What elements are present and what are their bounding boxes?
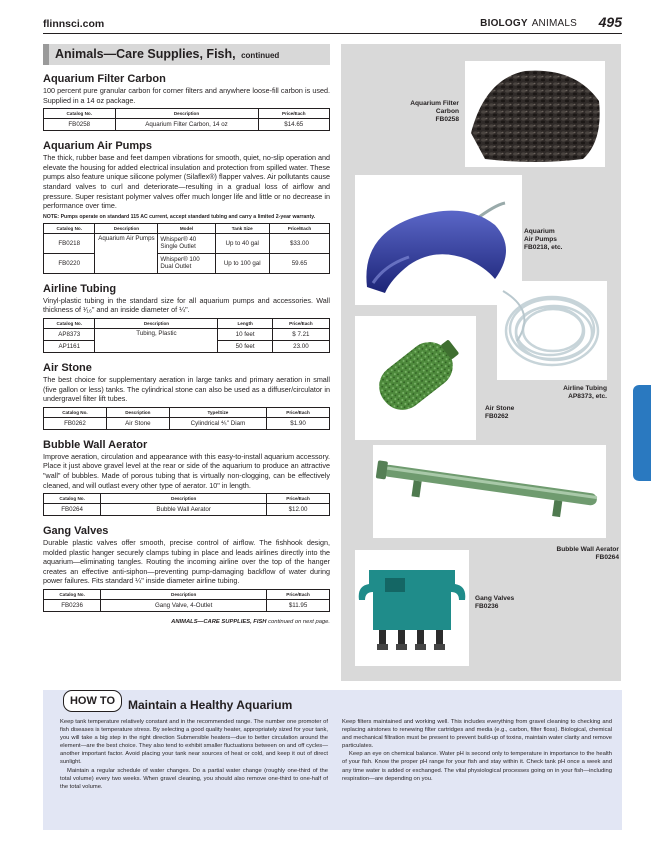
- section-title: Animals—Care Supplies, Fish, continued: [43, 44, 330, 65]
- valves-caption: Gang Valves FB0236: [475, 595, 515, 610]
- air-stone-icon: [355, 316, 476, 440]
- tubing-title: Airline Tubing: [43, 282, 117, 295]
- tubing-caption: Airline Tubing AP8373, etc.: [563, 385, 607, 400]
- breadcrumb-subcategory: ANIMALS: [531, 18, 577, 29]
- continued-note: ANIMALS—CARE SUPPLIES, FISH continued on next page.: [171, 619, 330, 626]
- table-row: AP8373 Tubing, Plastic 10 feet $ 7.21: [44, 328, 330, 340]
- aerator-table: Catalog No. Description Price/Each FB0264 Bubble Wall Aerator $12.00: [43, 493, 330, 516]
- aerator-image: [373, 445, 606, 538]
- table-row: FB0220 Whisper® 100 Dual Outlet Up to 100 gal 59.65: [44, 253, 330, 273]
- table-row: FB0258 Aquarium Filter Carbon, 14 oz $14.65: [44, 119, 330, 131]
- tubing-table: Catalog No. Description Length Price/Each AP8373 Tubing, Plastic 10 feet $ 7.21 AP1161 50 feet 23.00: [43, 318, 330, 353]
- page-number: 495: [598, 14, 622, 30]
- howto-column-1: Keep tank temperature relatively constant and in the recommended range. The number one promoter of fish diseases is temperature stress. By selecting a good quality heater, appropriately sized for your tank, you will take a big step in the right direction Submersible heaters—due to better circulation around the element—are the best choice. They also tend to exhibit smaller fluctuations between on and off cycles—another important factor. Avoid placing your tank near sources of heat or cold, and keep it out of direct sunlight. Maintain a regular schedule of water changes. Do a partial water change (roughly one-third of the total volume) every two weeks. When gravel cleaning, you should also remove one-third to one-half of the total volume.: [60, 719, 328, 790]
- section-continued: continued: [241, 51, 280, 60]
- gang-valve-icon: [355, 550, 469, 666]
- pumps-table: Catalog No. Description Model Tank Size Price/Each FB0218 Aquarium Air Pumps Whisper® 40 Single Outlet Up to 40 gal $33.00 FB0220 Whisper® 100 Dual Outlet Up to 100 gal 59.65: [43, 223, 330, 274]
- photo-panel: [341, 44, 621, 681]
- breadcrumb-category: BIOLOGY: [480, 18, 528, 29]
- valves-description: Durable plastic valves offer smooth, precise control of airflow. The fishhook design, molded plastic hanger securely clamps tubing in place and leads airlines directly into the aquarium—eliminating tangles. Routing the incoming airline over the top of the hanger creates an effective anti-siphon—preventing pump-damaging backflow of water during power failures. Fits standard ¼" inside diameter airline tubing.: [43, 538, 330, 586]
- aerator-caption: Bubble Wall Aerator FB0264: [556, 546, 619, 561]
- stone-caption: Air Stone FB0262: [485, 405, 515, 420]
- table-row: FB0236 Gang Valve, 4-Outlet $11.95: [44, 600, 330, 612]
- table-row: FB0262 Air Stone Cylindrical ⅘" Diam $1.90: [44, 417, 330, 429]
- table-row: AP1161 50 feet 23.00: [44, 340, 330, 352]
- howto-label: HOW TO: [63, 690, 122, 712]
- valves-image: [355, 550, 469, 666]
- carbon-title: Aquarium Filter Carbon: [43, 73, 166, 85]
- breadcrumb: [480, 18, 577, 29]
- bubble-wall-aerator-icon: [373, 445, 606, 538]
- valves-title: Gang Valves: [43, 525, 109, 538]
- aerator-description: Improve aeration, circulation and appearance with this easy-to-install aquarium accessory. Place it just above gravel level at the rear or side of the aquarium to produce an attractive "wall" of bubbles. Made of porous tubing that is virtually non-clogging, can be effectively cleaned, and will outlast every other type of aerator. 10" in length.: [43, 451, 330, 490]
- product-column: [43, 44, 330, 625]
- pumps-caption: Aquarium Air Pumps FB0218, etc.: [524, 228, 563, 251]
- header-rule: [43, 33, 622, 34]
- carbon-caption: Aquarium Filter Carbon FB0258: [410, 100, 459, 123]
- stone-table: Catalog No. Description Type/Size Price/Each FB0262 Air Stone Cylindrical ⅘" Diam $1.90: [43, 407, 330, 430]
- tubing-image: [497, 281, 607, 380]
- tubing-coil-icon: [497, 281, 607, 380]
- carbon-description: 100 percent pure granular carbon for corner filters and anywhere loose-fill carbon is used. Supplied in a 14 oz package.: [43, 86, 330, 105]
- carbon-image: [465, 61, 605, 167]
- aerator-title: Bubble Wall Aerator: [43, 438, 148, 451]
- carbon-table: Catalog No. Description Price/Each FB0258 Aquarium Filter Carbon, 14 oz $14.65: [43, 108, 330, 131]
- carbon-granules-icon: [465, 61, 605, 167]
- pumps-description: The thick, rubber base and feet dampen vibrations for smooth, quiet, no-slip operation and elevate the housing for added electrical insulation and protection from spilled water. These pumps also feature unique silicone polymer (Silaflex®) flapper valves. Air pollutants cause standard valves to curl and deteriorate—resulting in a gradual loss of airflow and pressure. Super resistant polymer valves offer much longer life and little or no decrease in performance over time.: [43, 153, 330, 211]
- howto-title: Maintain a Healthy Aquarium: [128, 698, 293, 712]
- stone-description: The best choice for supplementary aeration in large tanks and primary aeration in small (five gallon or less) tanks. The cylindrical stone can also be used as a diffuser/circulator in undergravel filter lift tubes.: [43, 374, 330, 404]
- table-row: FB0264 Bubble Wall Aerator $12.00: [44, 504, 330, 516]
- table-row: FB0218 Aquarium Air Pumps Whisper® 40 Single Outlet Up to 40 gal $33.00: [44, 233, 330, 253]
- site-url[interactable]: flinnsci.com: [43, 18, 105, 30]
- section-tab[interactable]: [633, 385, 651, 481]
- stone-image: [355, 316, 476, 440]
- stone-title: Air Stone: [43, 361, 92, 374]
- pumps-note: NOTE: Pumps operate on standard 115 AC current, accept standard tubing and carry a limited 2-year warranty.: [43, 213, 316, 220]
- valves-table: Catalog No. Description Price/Each FB0236 Gang Valve, 4-Outlet $11.95: [43, 589, 330, 612]
- pumps-title: Aquarium Air Pumps: [43, 140, 152, 153]
- tubing-description: Vinyl-plastic tubing in the standard size for all aquarium pumps and accessories. Wall thickness of ¹⁄₁₆" and an inside diameter of ¼".: [43, 295, 330, 315]
- howto-column-2: Keep filters maintained and working well. This includes everything from gravel cleaning to checking and replacing airstones to renewing filter cartridges and media (e.g., carbon, filter floss). Biological, chemical and mechanical filtration must be present to prevent build-up of toxins, maintain water clarity and remove particulates. Keep an eye on chemical balance. Water pH is second only to temperature in importance to the health of your fish. Know the proper pH range for your fish and stay within it. Check tank pH once a week and any time water is added or exchanged. The vital physiological processes going on in your fish—including respiration—are depending on you.: [342, 719, 612, 782]
